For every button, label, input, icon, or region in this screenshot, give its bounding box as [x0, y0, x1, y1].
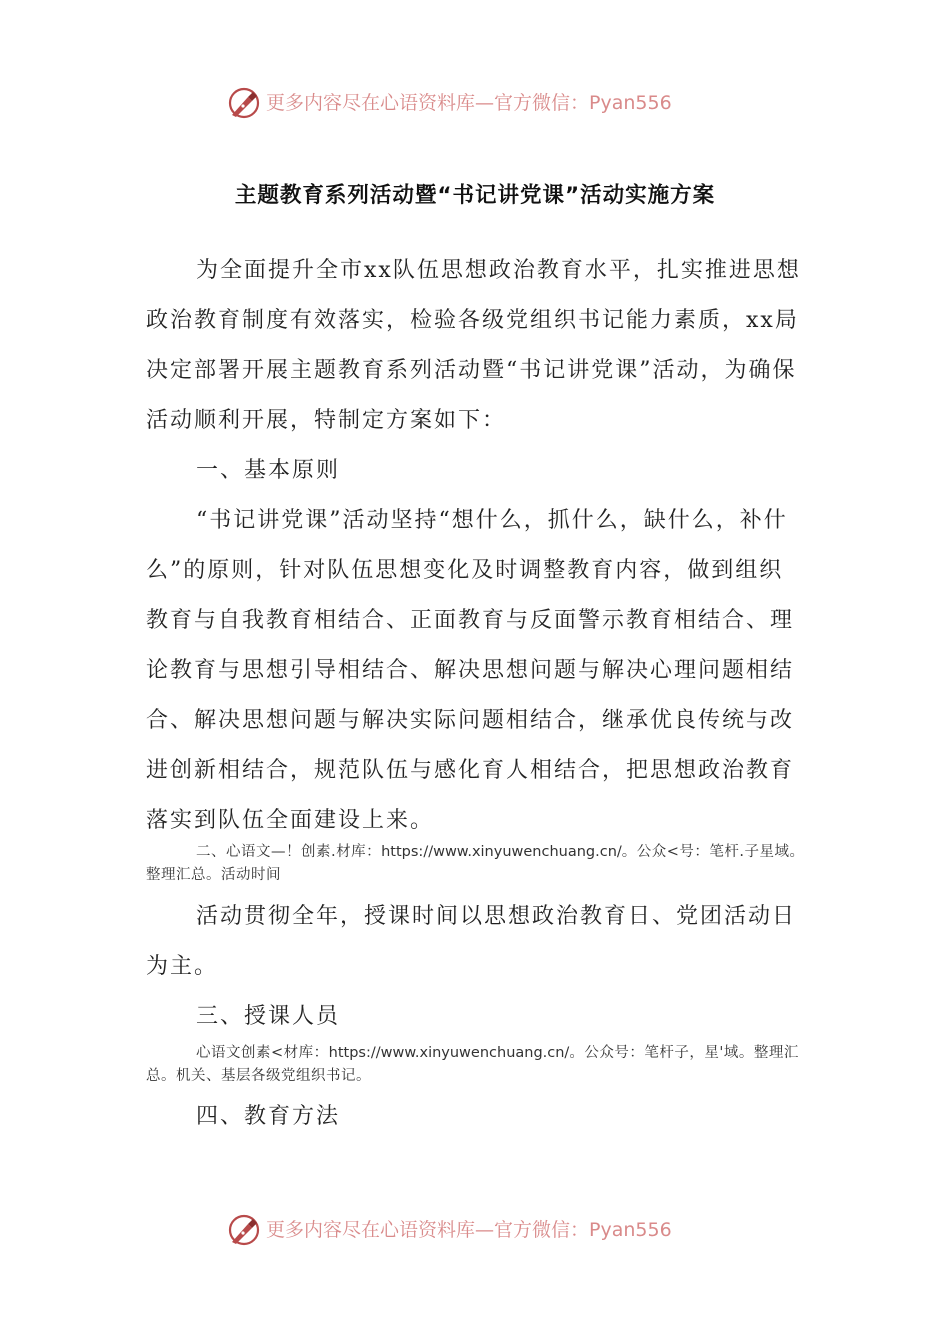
section2-paragraph: 活动贯彻全年，授课时间以思想政治教育日、党团活动日为主。	[146, 904, 797, 979]
banner-text: 更多内容尽在心语资料库—官方微信：Pyan556	[266, 1219, 672, 1241]
document-body-part2	[146, 892, 806, 1042]
banner-wechat-id: Pyan556	[589, 92, 672, 114]
header-watermark-banner	[0, 83, 950, 123]
section2-heading-block	[146, 841, 806, 887]
section3-paragraph: 心语文创素<材库：https://www.xinyuwenchuang.cn/。公众号：笔杆子，星'域。整理汇总。机关、基层各级党组织书记。	[146, 1045, 799, 1084]
document-title: 主题教育系列活动暨“书记讲党课”活动实施方案	[234, 183, 716, 208]
section2-heading: 二、心语文—！创素.材库：https://www.xinyuwenchuang.cn/。公众<号：笔杆.子星域。整理汇总。活动时间	[146, 844, 805, 883]
banner-text: 更多内容尽在心语资料库—官方微信：Pyan556	[266, 92, 672, 114]
pen-nib-logo-icon	[226, 85, 262, 121]
document-body-part3	[146, 1092, 806, 1142]
section3-heading: 三、授课人员	[196, 1004, 341, 1029]
section2-url-text: https://www.xinyuwenchuang.cn/	[381, 844, 622, 860]
pen-nib-logo-icon	[226, 1212, 262, 1248]
section1-heading: 一、基本原则	[196, 458, 341, 483]
footer-watermark-banner	[0, 1210, 950, 1250]
section3-body-block	[146, 1042, 806, 1088]
section1-paragraph: “书记讲党课”活动坚持“想什么，抓什么，缺什么，补什么”的原则，针对队伍思想变化及时调整教育内容，做到组织教育与自我教育相结合、正面教育与反面警示教育相结合、理论教育与思想引导相结合、解决思想问题与解决心理问题相结合、解决思想问题与解决实际问题相结合，继承优良传统与改进创新相结合，规范队伍与感化育人相结合，把思想政治教育落实到队伍全面建设上来。	[146, 508, 795, 833]
intro-paragraph: 为全面提升全市xx队伍思想政治教育水平，扎实推进思想政治教育制度有效落实，检验各级党组织书记能力素质，xx局决定部署开展主题教育系列活动暨“书记讲党课”活动，为确保活动顺利开展，特制定方案如下：	[146, 258, 801, 433]
banner-wechat-id: Pyan556	[589, 1219, 672, 1241]
document-body-part1	[146, 246, 806, 846]
section4-heading: 四、教育方法	[196, 1104, 341, 1129]
section3-url-text: https://www.xinyuwenchuang.cn/	[328, 1045, 570, 1061]
